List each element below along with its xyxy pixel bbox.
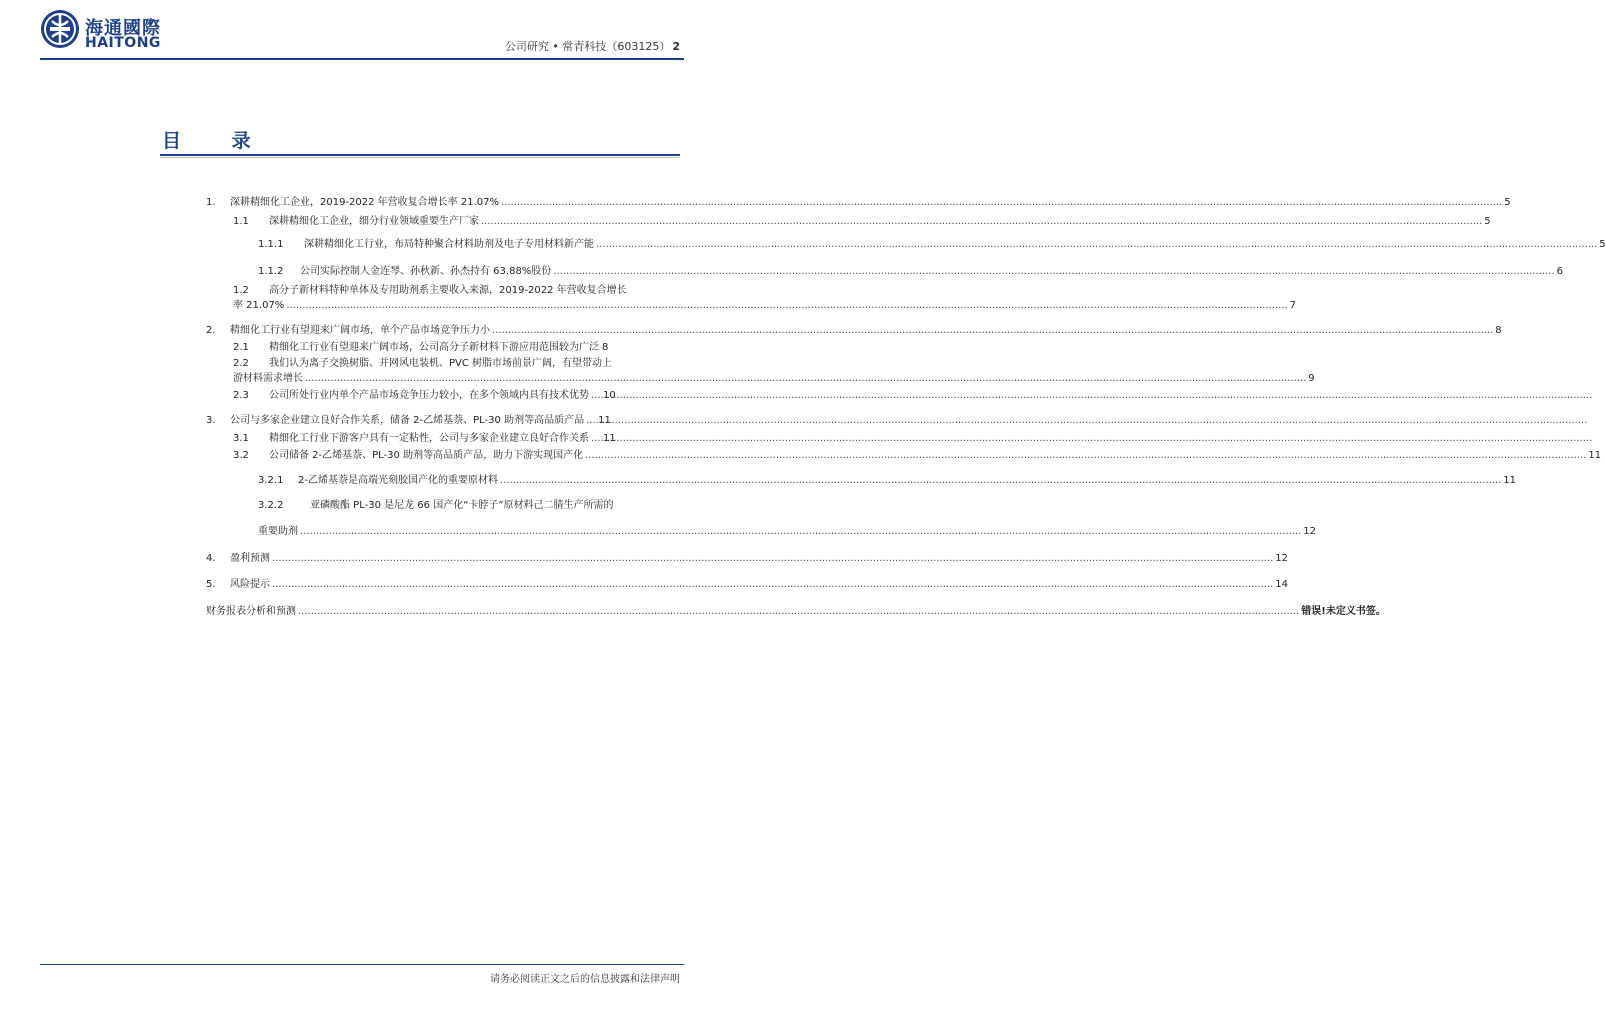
- toc-entry-2-1[interactable]: 2.1 精细化工行业有望迎来广阔市场，公司高分子新材料下游应用范围较为广泛 8: [233, 342, 609, 353]
- toc-entry-1-1-2[interactable]: 1.1.2 公司实际控制人金连琴、孙秋新、孙杰持有 63.88%股份 ..... 6: [258, 265, 680, 279]
- logo-chinese-name: 海通國際: [85, 18, 161, 39]
- haitong-logo: [40, 9, 170, 51]
- header-section-label: [505, 38, 680, 54]
- toc-entry-financial-statements[interactable]: 财务报表分析和预测 ..... 错误!未定义书签。: [206, 605, 680, 619]
- toc-title-underline: [160, 154, 680, 156]
- toc-entry-1-1[interactable]: 1.1 深耕精细化工企业，细分行业领域重要生产厂家 ..... 5: [233, 215, 680, 229]
- toc-entry-3-1[interactable]: 3.1 精细化工行业下游客户具有一定粘性，公司与多家企业建立良好合作关系 ..... 11: [233, 432, 680, 446]
- footer-disclaimer: 请务必阅读正文之后的信息披露和法律声明: [490, 974, 680, 985]
- toc-entry-5[interactable]: 5. 风险提示 ..... 14: [206, 578, 680, 592]
- toc-entry-2-2[interactable]: 2.2 我们认为离子交换树脂、并网风电装机、PVC 树脂市场前景广阔，有望带动上: [233, 358, 613, 369]
- toc-entry-3-2-1[interactable]: 3.2.1 2-乙烯基萘是高端光刻胶国产化的重要原材料 ..... 11: [258, 474, 680, 488]
- toc-entry-3-2-2[interactable]: 3.2.2 亚磷酸酯 PL-30 是尼龙 66 国产化“卡脖子”原材料己二腈生产所需的: [258, 500, 614, 511]
- toc-entry-1-2[interactable]: 1.2 高分子新材料特种单体及专用助剂系主要收入来源，2019-2022 年营收复合增长: [233, 285, 627, 296]
- toc-entry-3-2-2-cont[interactable]: 重要助剂 ..... 12: [258, 525, 680, 539]
- toc-entry-2-3[interactable]: 2.3 公司所处行业内单个产品市场竞争压力较小，在多个领域内具有技术优势 ..... 10: [233, 389, 680, 403]
- toc-entry-1-2-cont[interactable]: 率 21.07% ..... 7: [233, 299, 680, 313]
- toc-entry-2[interactable]: 2. 精细化工行业有望迎来广阔市场，单个产品市场竞争压力小 ..... 8: [206, 324, 680, 338]
- toc-entry-1-1-1[interactable]: 1.1.1 深耕精细化工行业，布局特种聚合材料助剂及电子专用材料新产能 ..... 5: [258, 238, 680, 252]
- toc-title-underline-thin: [160, 157, 680, 158]
- haitong-emblem-icon: [40, 9, 80, 49]
- logo-english-name: HAITONG: [85, 35, 161, 51]
- footer-divider: [40, 964, 684, 965]
- header-divider: [40, 58, 684, 60]
- toc-entry-4[interactable]: 4. 盈利预测 ..... 12: [206, 552, 680, 566]
- toc-entry-3-2[interactable]: 3.2 公司储备 2-乙烯基萘、PL-30 助剂等高品质产品，助力下游实现国产化 ..... 11: [233, 449, 680, 463]
- toc-entry-3[interactable]: 3. 公司与多家企业建立良好合作关系，储备 2-乙烯基萘、PL-30 助剂等高品质产品 ..... 11: [206, 414, 680, 428]
- toc-entry-2-2-cont[interactable]: 游材料需求增长 ..... 9: [233, 372, 680, 386]
- toc-title: 目 录: [162, 130, 273, 152]
- toc-entry-1[interactable]: 1. 深耕精细化工企业，2019-2022 年营收复合增长率 21.07% ..... 5: [206, 196, 680, 210]
- report-section-title: 公司研究 • 常青科技（603125）: [504, 40, 671, 53]
- page-number: 2: [672, 40, 680, 53]
